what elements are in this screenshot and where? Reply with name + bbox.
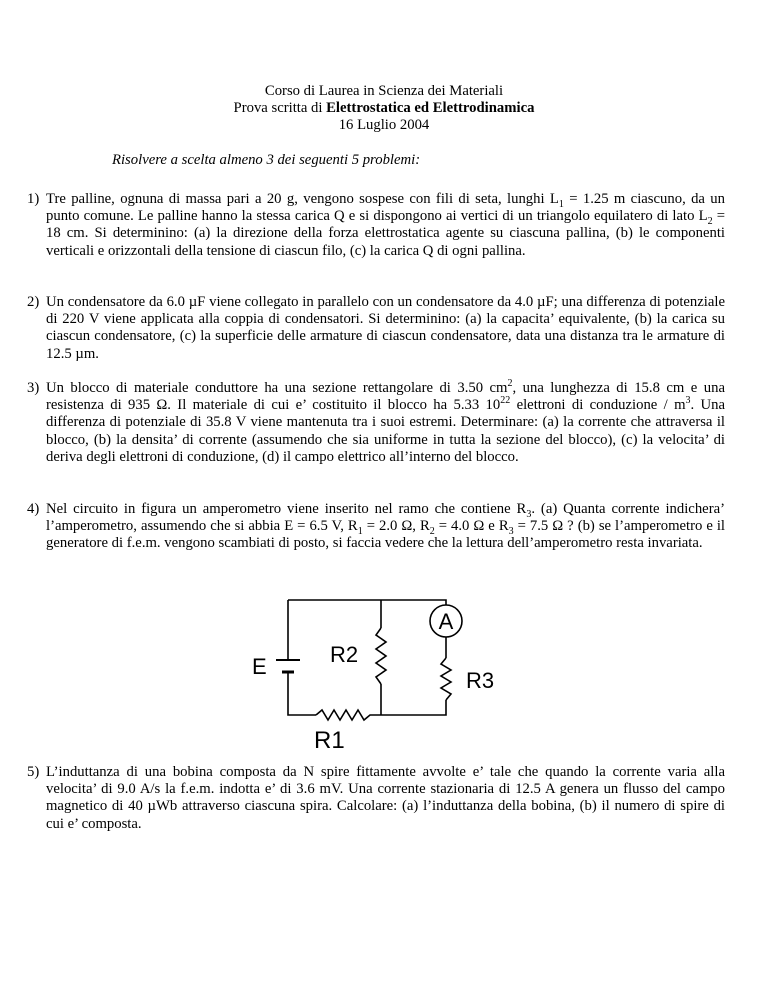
wire-right-lower [381, 700, 446, 715]
battery-icon [276, 660, 300, 672]
exam-date: 16 Luglio 2004 [338, 117, 430, 134]
circuit-diagram [246, 580, 516, 755]
problem-text: L’induttanza di una bobina composta da N spire fittamente avvolte e’ tale che quando la corrente varia alla velocita’ di 9.0 A/s la f.e.m. indotta e’ di 3.6 mV. Una corrente stazionaria di 12.5 A genera un flusso del campo magnetico di 40 µWb attraverso ciascuna spira. Calcolare: (a) l’induttanza della bobina, (b) il numero di spire di cui e’ composta. [46, 764, 725, 832]
wire-top [288, 600, 446, 605]
wire-left-lower [288, 672, 316, 715]
exam-title: Prova scritta di Elettrostatica ed Elettrodinamica [233, 100, 535, 117]
r3-resistor [441, 658, 451, 700]
problem-number: 3) [27, 380, 40, 396]
problem-number: 4) [27, 501, 40, 517]
problem-2 [27, 294, 725, 363]
r2-resistor [376, 628, 386, 684]
document-header [0, 83, 768, 135]
problem-text: Un blocco di materiale conduttore ha una sezione rettangolare di 3.50 $cm^2$, una lunghezza di 15.8 cm e una resistenza di 935 Ω. Il materiale di cui e’ costituito il blocco ha 5.33 $10^{22}$ elettroni di conduzione / $m^3$. Una differenza di potenziale di 35.8 V viene mantenuta tra i suoi estremi. Determinare: (a) la corrente che attraversa il blocco, (b) la densita’ di corrente (assumendo che sia uniforme in tutta la sezione del blocco), (c) la velocita’ di deriva degli elettroni di conduzione, (d) il campo elettrico all’interno del blocco. [46, 378, 725, 465]
exam-subject: Elettrostatica ed Elettrodinamica [326, 100, 535, 117]
problem-5 [27, 764, 725, 833]
course-title: Corso di Laurea in Scienza dei Materiali [264, 83, 504, 99]
problem-number: 2) [27, 294, 40, 310]
problem-1 [27, 191, 725, 260]
ammeter-label: A [438, 609, 454, 634]
r2-label: R2 [330, 642, 359, 667]
r3-label: R3 [466, 668, 495, 693]
problem-4 [27, 501, 725, 553]
problem-text: Tre palline, ognuna di massa pari a 20 g, vengono sospese con fili di seta, lunghi $L_1 = 1.25$ m ciascuno, da un punto comune. Le palline hanno la stessa carica Q e si dispongono ai vertici di un triangolo equilatero di lato $L_2 = 18$ cm. Si determinino: (a) la direzione della forza elettrostatica agente su ciascuna pallina, (b) le componenti verticali e orizzontali della tensione di ciascun filo, (c) la carica Q di ogni pallina. [46, 191, 725, 259]
r1-label: R1 [314, 727, 345, 754]
problem-text: Nel circuito in figura un amperometro viene inserito nel ramo che contiene $R_3$. (a) Quanta corrente indichera’ l’amperometro, assumendo che si abbia E = 6.5 V, $R_1 = 2.0$ Ω, $R_2 = 4.0$ Ω e $R_3 = 7.5$ Ω ? (b) se l’amperometro e il generatore di f.e.m. vengono scambiati di posto, si faccia vedere che la lettura dell’amperometro resta invariata. [46, 501, 726, 552]
r1-resistor [316, 710, 381, 720]
battery-label: E [252, 654, 267, 679]
problem-number: 5) [27, 764, 40, 780]
problem-number: 1) [27, 191, 40, 207]
problem-3 [27, 380, 725, 466]
problem-text: Un condensatore da 6.0 µF viene collegato in parallelo con un condensatore da 4.0 µF; una differenza di potenziale di 220 V viene applicata alla coppia di condensatori. Si determinino: (a) la capacita’ equivalente, (b) la carica su ciascun condensatore, (c) la superficie delle armature di ciascun condensatore, data una distanza tra le armature di 12.5 µm. [46, 294, 725, 362]
instructions: Risolvere a scelta almeno 3 dei seguenti 5 problemi: [112, 152, 421, 168]
